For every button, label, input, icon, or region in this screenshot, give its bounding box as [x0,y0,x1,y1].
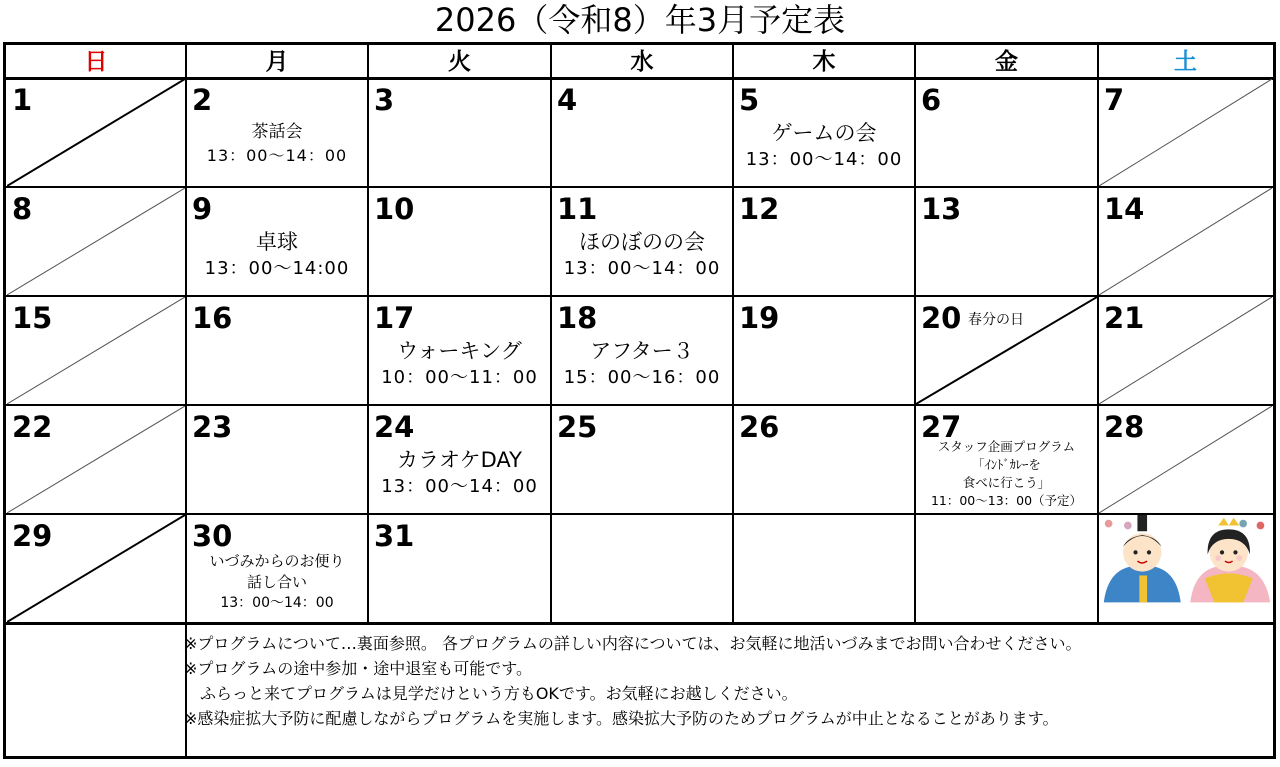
day-cell [552,406,732,513]
note-line: ※プログラムの途中参加・途中退室も可能です。 [184,659,532,678]
day-cell [187,297,367,404]
day-number: 15 [12,301,53,335]
day-cell [7,188,185,295]
day-cell [552,297,732,404]
day-number: 29 [12,519,53,553]
day-cell [1099,515,1272,622]
day-cell [734,406,914,513]
event-time: 13：00〜14：00 [563,258,721,279]
day-cell [369,406,550,513]
holiday-label: 春分の日 [968,312,1024,328]
day-number: 3 [374,83,395,117]
day-number: 5 [739,83,760,117]
weekday-header: 土 [1174,49,1197,75]
day-cell [916,79,1097,186]
event-details [916,438,1097,510]
day-cell [7,406,185,513]
day-number: 13 [921,192,962,226]
cross-out-line [1099,79,1272,186]
event-time: 13：00〜14：00 [745,149,903,170]
day-number: 27 [921,410,962,444]
day-cell [734,79,914,186]
event-title: アフター３ [590,339,694,363]
day-cell [369,297,550,404]
event-title: ほのぼのの会 [579,230,705,254]
day-number: 14 [1104,192,1145,226]
weekday-header: 金 [995,49,1018,75]
event-details [187,551,367,614]
day-cell [1099,188,1272,295]
day-number: 18 [557,301,598,335]
event-time: 13：00〜14：00 [206,146,348,165]
day-cell [369,79,550,186]
day-number: 12 [739,192,780,226]
event-line: 11：00〜13：00（予定） [930,493,1083,508]
day-cell [552,79,732,186]
event-line: 話し合い [246,573,307,591]
day-cell [7,79,185,186]
day-cell [916,406,1097,513]
day-cell [916,297,1097,404]
day-number: 28 [1104,410,1145,444]
weekday-header: 日 [84,49,108,75]
event-line: いづみからのお便り [209,552,345,570]
hina-dolls-illustration [1099,515,1272,604]
day-number: 30 [192,519,233,553]
cross-out-line [7,188,185,295]
day-cell [187,188,367,295]
event-title: 茶話会 [251,122,303,142]
page-title: 2026（令和8）年3月予定表 [434,1,846,39]
day-number: 31 [374,519,415,553]
day-cell [916,515,1097,622]
day-number: 24 [374,410,415,444]
day-number: 7 [1104,83,1125,117]
weekday-header: 月 [265,49,289,75]
day-number: 4 [557,83,578,117]
day-cell [552,515,732,622]
note-line: ふらっと来てプログラムは見学だけという方もOKです。お気軽にお越しください。 [184,684,798,703]
day-cell [734,188,914,295]
event-title: ゲームの会 [771,121,877,145]
day-cell [7,297,185,404]
event-time: 13：00〜14:00 [204,258,350,279]
day-cell [369,188,550,295]
notes-section [184,631,1082,731]
note-line: ※プログラムについて…裏面参照。 各プログラムの詳しい内容については、お気軽に地活いづみまでお問い合わせください。 [184,634,1082,653]
day-cell [916,188,1097,295]
day-number: 1 [12,83,33,117]
event-time: 10：00〜11：00 [381,367,538,388]
day-number: 22 [12,410,53,444]
day-number: 26 [739,410,780,444]
day-number: 2 [192,83,213,117]
event-time: 13：00〜14：00 [381,476,538,497]
day-number: 23 [192,410,233,444]
weekday-header: 水 [630,49,654,75]
day-number: 25 [557,410,598,444]
day-number: 9 [192,192,213,226]
event-line: 13：00〜14：00 [220,595,334,611]
day-cell [552,188,732,295]
note-line: ※感染症拡大予防に配慮しながらプログラムを実施します。感染拡大予防のためプログラムが中止となることがあります。 [184,709,1059,728]
day-cell [187,79,367,186]
event-line: スタッフ企画プログラム [937,439,1076,454]
event-title: ウォーキング [397,339,522,363]
day-cell [1099,406,1272,513]
day-number: 17 [374,301,415,335]
event-line: 「ｲﾝﾄﾞｶﾚｰを [972,457,1041,472]
day-cell [187,406,367,513]
day-cell [1099,297,1272,404]
event-time: 15：00〜16：00 [563,367,721,388]
day-cell [369,515,550,622]
day-cell [734,515,914,622]
day-cell [187,515,367,622]
grid-hline [6,622,1273,625]
event-title: カラオケDAY [397,448,522,472]
day-number: 16 [192,301,233,335]
day-cell [734,297,914,404]
day-number: 8 [12,192,33,226]
day-number: 10 [374,192,415,226]
day-cell [7,515,185,622]
weekday-header: 火 [448,49,471,75]
day-number: 6 [921,83,942,117]
day-number: 21 [1104,301,1145,335]
event-title: 卓球 [256,230,298,254]
cross-out-line [7,79,185,186]
day-number: 11 [557,192,598,226]
day-number: 20 [921,301,962,335]
weekday-header: 木 [812,49,836,75]
event-line: 食べに行こう」 [962,475,1051,490]
day-number: 19 [739,301,780,335]
day-cell [1099,79,1272,186]
